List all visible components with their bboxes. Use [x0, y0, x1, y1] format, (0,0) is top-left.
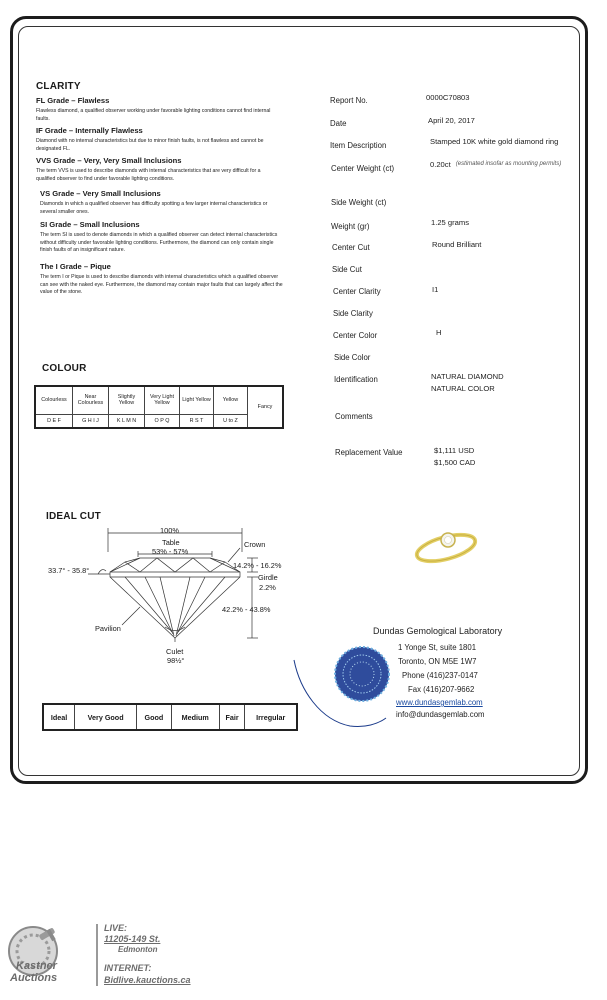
report-label: Item Description [330, 141, 387, 150]
clarity-grade-fl [36, 96, 281, 123]
lab-email: info@dundasgemlab.com [396, 710, 485, 719]
internet-url-link[interactable]: Bidlive.kauctions.ca [104, 975, 191, 985]
report-label: Replacement Value [335, 448, 403, 457]
colour-col-name: Yellow [214, 386, 248, 414]
colour-col-name: Fancy [248, 386, 284, 428]
logo-text-auctions: Auctions [10, 972, 58, 984]
lab-address-line1: 1 Yonge St, suite 1801 [398, 643, 477, 652]
cut-grade-irregular: Irregular [245, 704, 297, 730]
lab-seal [290, 630, 400, 740]
cut-grade-very-good: Very Good [75, 704, 137, 730]
colour-col-grades: K L M N [109, 414, 145, 428]
grade-heading: The I Grade – Pique [40, 262, 111, 271]
ideal-cut-title: IDEAL CUT [46, 511, 101, 522]
colour-col-name: Near Colourless [73, 386, 109, 414]
colour-col-name: Colourless [35, 386, 73, 414]
clarity-grade-i [40, 262, 285, 297]
report-value-secondary: NATURAL COLOR [431, 384, 495, 393]
grade-description: Diamonds in which a qualified observer has difficulty spotting a few larger internal characteristics or several smaller ones. [40, 201, 268, 215]
grade-description: Flawless diamond, a qualified observer working under favorable lighting conditions cannot find internal faults. [36, 108, 271, 122]
report-value: April 20, 2017 [428, 116, 475, 125]
lab-phone: Phone (416)237-0147 [402, 671, 478, 680]
colour-col-grades: D E F [35, 414, 73, 428]
colour-col-grades: R S T [180, 414, 214, 428]
report-value: H [436, 328, 442, 337]
clarity-grade-si [40, 220, 285, 255]
colour-col-grades: G H I J [73, 414, 109, 428]
colour-col-name: Slightly Yellow [109, 386, 145, 414]
report-label: Comments [335, 412, 373, 421]
cut-grade-fair: Fair [219, 704, 245, 730]
diagram-culet-label: Culet [166, 647, 184, 656]
diagram-pavilion-label: Pavilion [95, 624, 121, 633]
report-value-secondary: $1,500 CAD [434, 458, 476, 467]
colour-col-name: Light Yellow [180, 386, 214, 414]
colour-col-grades: O P Q [145, 414, 180, 428]
report-label: Center Weight (ct) [331, 164, 395, 173]
report-value: $1,111 USD [434, 446, 475, 455]
clarity-grade-if [36, 126, 281, 153]
diagram-pavilion-depth: 42.2% - 43.8% [222, 605, 271, 614]
grade-description: The term VVS is used to describe diamonds with internal characteristics that are very difficult for a qualified observer to find under favorable lighting conditions. [36, 168, 261, 182]
report-value: 0000C70803 [426, 93, 470, 102]
grade-heading: SI Grade – Small Inclusions [40, 220, 140, 229]
diagram-crown-label: Crown [244, 540, 266, 549]
diagram-table-label: Table [162, 538, 180, 547]
report-label: Side Weight (ct) [331, 198, 387, 207]
report-label: Side Clarity [333, 309, 373, 318]
grade-heading: VS Grade – Very Small Inclusions [40, 189, 161, 198]
lab-name: Dundas Gemological Laboratory [373, 626, 503, 636]
lab-fax: Fax (416)207-9662 [408, 685, 475, 694]
report-label: Side Cut [332, 265, 362, 274]
live-label: LIVE: [104, 923, 128, 933]
colour-col-name: Very Light Yellow [145, 386, 180, 414]
colour-col-grades: U to Z [214, 414, 248, 428]
live-address-line1: 11205-149 St. [104, 934, 161, 944]
report-value: Round Brilliant [432, 240, 482, 249]
diagram-culet-angle: 98½° [167, 656, 185, 665]
center-weight-value: 0.20ct [430, 160, 451, 169]
center-weight-note: (estimated insofar as mounting permits) [455, 161, 562, 167]
grade-description: Diamond with no internal characteristics but due to minor finish faults, is not flawless and cannot be designated FL. [36, 138, 264, 152]
report-label: Side Color [334, 353, 371, 362]
report-label: Center Clarity [333, 287, 381, 296]
colour-title: COLOUR [42, 363, 87, 374]
diagram-width-label: 100% [160, 526, 179, 535]
clarity-grade-vs [40, 189, 285, 216]
diagram-table-range: 53% - 57% [152, 547, 189, 556]
diagram-crown-angle: 33.7° - 35.8° [48, 566, 90, 575]
report-label: Identification [334, 375, 378, 384]
footer-divider [96, 924, 98, 986]
grade-description: The term I or Pique is used to describe diamonds with internal characteristics which a qualified observer can see with the naked eye. Furthermore, the diamond may contain major faults that can largely affect the value of the stone. [40, 274, 283, 296]
diagram-girdle-label: Girdle [258, 573, 278, 582]
lab-address-line2: Toronto, ON M5E 1W7 [398, 657, 477, 666]
diagram-girdle-pct: 2.2% [259, 583, 276, 592]
report-label: Date [330, 119, 347, 128]
cut-grade-good: Good [137, 704, 172, 730]
report-label: Center Cut [332, 243, 370, 252]
report-label: Center Color [333, 331, 378, 340]
lab-website-link[interactable]: www.dundasgemlab.com [396, 698, 483, 707]
grade-description: The term SI is used to denote diamonds in which a qualified observer can detect internal characteristics without difficulty under favorable lighting conditions. Furthermore, the diamond can only contain single finish faults of an insignificant nature. [40, 232, 278, 254]
colour-scale-table [34, 385, 284, 429]
diagram-crown-height: 14.2% - 16.2% [233, 561, 282, 570]
report-label: Weight (gr) [331, 222, 370, 231]
report-value: I1 [432, 285, 439, 294]
grade-heading: VVS Grade – Very, Very Small Inclusions [36, 156, 182, 165]
grade-heading: FL Grade – Flawless [36, 96, 110, 105]
cut-grade-medium: Medium [171, 704, 219, 730]
report-value [430, 160, 566, 169]
clarity-title: CLARITY [36, 81, 81, 92]
internet-label: INTERNET: [104, 963, 152, 973]
report-value: Stamped 10K white gold diamond ring [430, 137, 559, 146]
logo-text-kastner: Kastner [16, 960, 57, 972]
ring-photo [408, 520, 486, 570]
report-value: 1.25 grams [431, 218, 469, 227]
clarity-grade-vvs [36, 156, 281, 183]
cut-grade-ideal: Ideal [43, 704, 75, 730]
report-value: NATURAL DIAMOND [431, 372, 504, 381]
cut-grade-scale [42, 703, 298, 731]
grade-heading: IF Grade – Internally Flawless [36, 126, 143, 135]
live-address-line2: Edmonton [118, 945, 158, 954]
report-label: Report No. [330, 96, 368, 105]
